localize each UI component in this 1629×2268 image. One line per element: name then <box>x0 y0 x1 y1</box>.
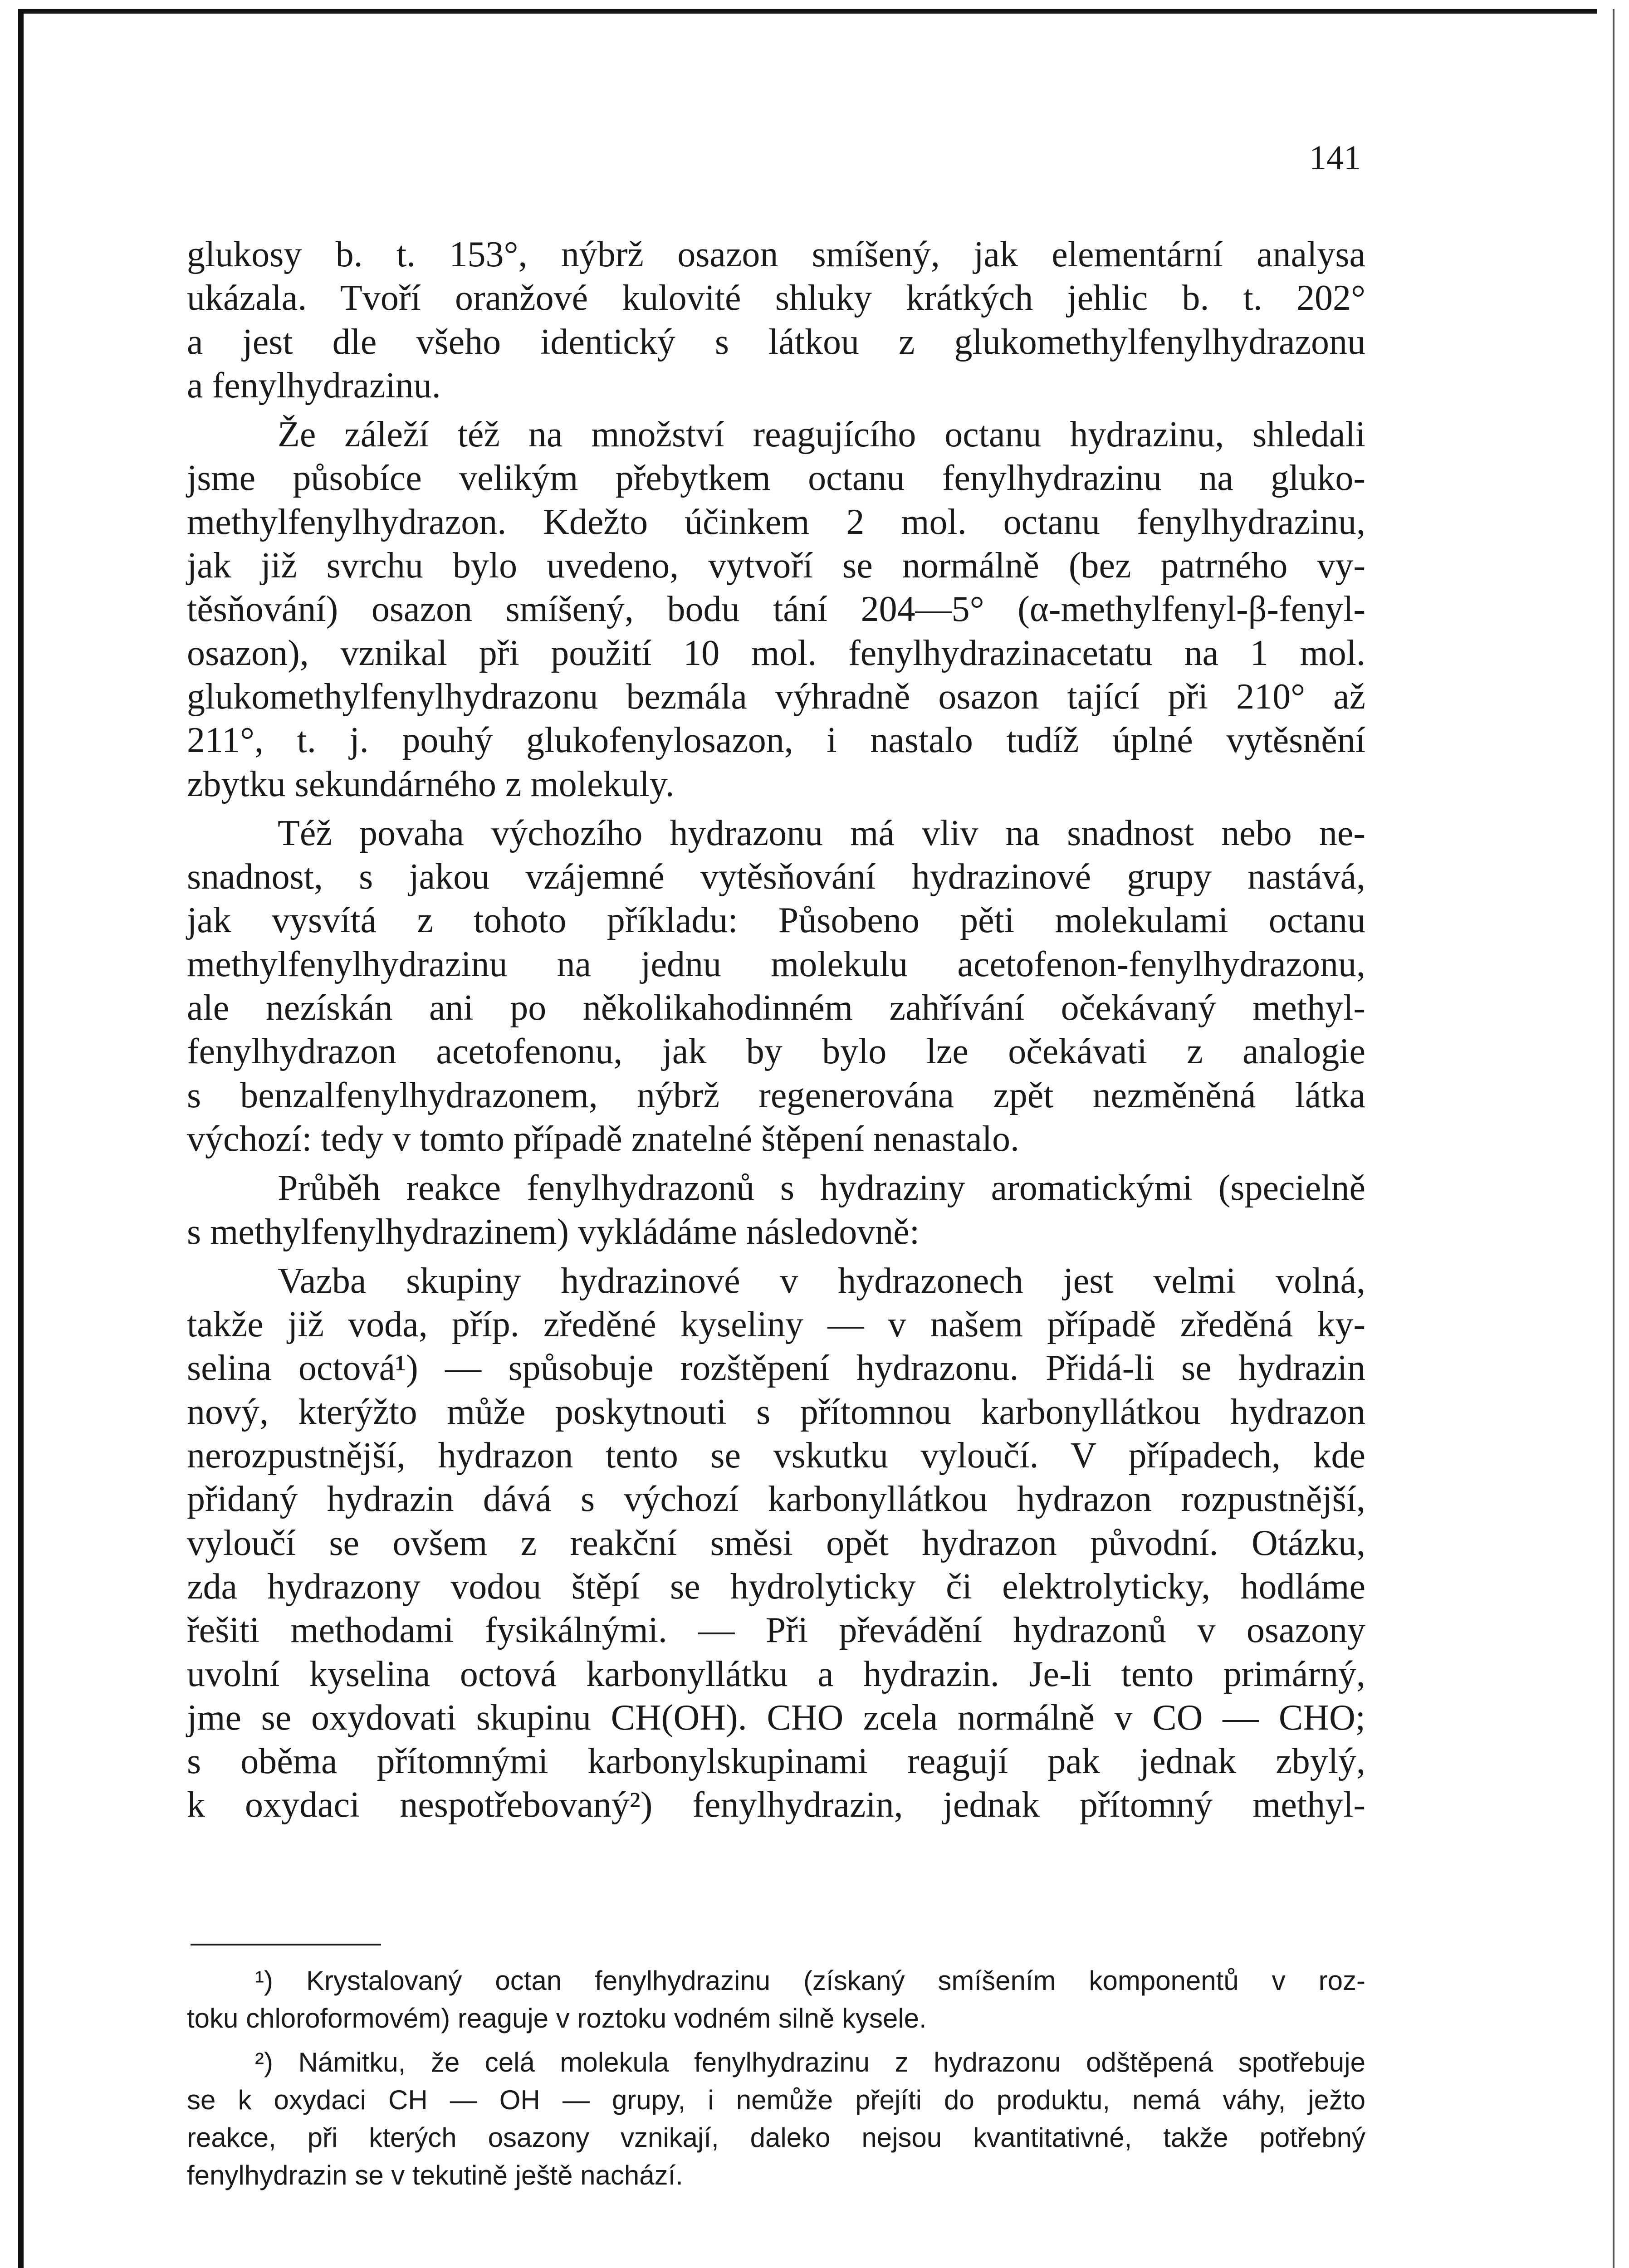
text-line: s benzalfenylhydrazonem, nýbrž regenerována zpět nezměněná látka <box>187 1075 1365 1115</box>
text-line: osazon), vznikal při použití 10 mol. fenylhydrazinacetatu na 1 mol. <box>187 633 1365 673</box>
text-line: k oxydaci nespotřebovaný²) fenylhydrazin, jednak přítomný methyl- <box>187 1785 1365 1825</box>
paragraph-1 <box>187 233 1365 407</box>
footnote-line: ²) Námitku, že celá molekula fenylhydrazinu z hydrazonu odštěpená spotřebuje <box>255 2047 1365 2077</box>
footnote-line: reakce, při kterých osazony vznikají, daleko nejsou kvantitativné, takže potřebný <box>187 2122 1365 2153</box>
paragraph-4 <box>187 1166 1365 1254</box>
text-line: jak již svrchu bylo uvedeno, vytvoří se normálně (bez patrného vy- <box>187 546 1365 586</box>
text-line: s methylfenylhydrazinem) vykládáme následovně: <box>187 1212 920 1252</box>
footnote-line: se k oxydaci CH — OH — grupy, i nemůže přejíti do produktu, nemá váhy, ježto <box>187 2085 1365 2115</box>
text-line: zbytku sekundárného z molekuly. <box>187 764 675 804</box>
text-line: glukosy b. t. 153°, nýbrž osazon smíšený, jak elementární analysa <box>187 235 1365 274</box>
footnote-line: toku chloroformovém) reaguje v roztoku vodném silně kysele. <box>187 2003 927 2033</box>
scan-border-right <box>1613 9 1614 2268</box>
paragraph-2 <box>187 413 1365 806</box>
text-line: vyloučí se ovšem z reakční směsi opět hydrazon původní. Otázku, <box>187 1523 1365 1563</box>
text-line: jak vysvítá z tohoto příkladu: Působeno pěti molekulami octanu <box>187 900 1365 941</box>
text-line: ale nezískán ani po několikahodinném zahřívání očekávaný methyl- <box>187 988 1365 1028</box>
text-line: Že záleží též na množství reagujícího octanu hydrazinu, shledali <box>278 415 1365 455</box>
footnote-2 <box>187 2043 1365 2194</box>
text-line: a jest dle všeho identický s látkou z glukomethylfenylhydrazonu <box>187 322 1365 362</box>
text-line: těsňování) osazon smíšený, bodu tání 204—5° (α-methylfenyl-β-fenyl- <box>187 589 1365 630</box>
body-text <box>187 233 1365 1833</box>
text-line: a fenylhydrazinu. <box>187 365 441 406</box>
text-line: ukázala. Tvoří oranžové kulovité shluky krátkých jehlic b. t. 202° <box>187 278 1365 318</box>
footnote-line: fenylhydrazin se v tekutině ještě nachází. <box>187 2160 683 2190</box>
text-line: fenylhydrazon acetofenonu, jak by bylo lze očekávati z analogie <box>187 1031 1365 1072</box>
text-line: řešiti methodami fysikálnými. — Při převádění hydrazonů v osazony <box>187 1610 1365 1651</box>
text-line: takže již voda, příp. zředěné kyseliny — v našem případě zředěná ky- <box>187 1305 1365 1345</box>
text-line: Vazba skupiny hydrazinové v hydrazonech jest velmi volná, <box>278 1261 1365 1301</box>
text-line: Též povaha výchozího hydrazonu má vliv na snadnost nebo ne- <box>278 813 1365 853</box>
page-number: 141 <box>1309 139 1361 177</box>
text-line: methylfenylhydrazinu na jednu molekulu acetofenon-fenylhydrazonu, <box>187 944 1365 984</box>
footnote-line: ¹) Krystalovaný octan fenylhydrazinu (získaný smíšením komponentů v roz- <box>255 1965 1365 1996</box>
text-line: uvolní kyselina octová karbonyllátku a hydrazin. Je-li tento primárný, <box>187 1654 1365 1694</box>
paragraph-5 <box>187 1259 1365 1827</box>
text-line: 211°, t. j. pouhý glukofenylosazon, i nastalo tudíž úplné vytěsnění <box>187 720 1365 761</box>
footnotes <box>187 1962 1365 2200</box>
scan-border-left <box>18 9 24 2268</box>
text-line: methylfenylhydrazon. Kdežto účinkem 2 mol. octanu fenylhydrazinu, <box>187 502 1365 542</box>
paragraph-3 <box>187 811 1365 1161</box>
text-line: s oběma přítomnými karbonylskupinami reagují pak jednak zbylý, <box>187 1741 1365 1782</box>
text-line: nový, kterýžto může poskytnouti s přítomnou karbonyllátkou hydrazon <box>187 1392 1365 1432</box>
text-line: nerozpustnější, hydrazon tento se vskutku vyloučí. V případech, kde <box>187 1436 1365 1476</box>
text-line: jsme působíce velikým přebytkem octanu fenylhydrazinu na gluko- <box>187 458 1365 499</box>
text-line: výchozí: tedy v tomto případě znatelné štěpení nenastalo. <box>187 1119 1019 1159</box>
footnote-divider <box>191 1944 381 1945</box>
text-line: glukomethylfenylhydrazonu bezmála výhradně osazon tající při 210° až <box>187 676 1365 717</box>
text-line: selina octová¹) — spůsobuje rozštěpení hydrazonu. Přidá-li se hydrazin <box>187 1348 1365 1388</box>
text-line: zda hydrazony vodou štěpí se hydrolyticky či elektrolyticky, hodláme <box>187 1566 1365 1607</box>
text-line: Průběh reakce fenylhydrazonů s hydraziny aromatickými (specielně <box>278 1168 1365 1208</box>
text-line: snadnost, s jakou vzájemné vytěsňování hydrazinové grupy nastává, <box>187 857 1365 897</box>
scan-border-top <box>18 9 1597 14</box>
text-line: přidaný hydrazin dává s výchozí karbonyllátkou hydrazon rozpustnější, <box>187 1479 1365 1520</box>
text-line: jme se oxydovati skupinu CH(OH). CHO zcela normálně v CO — CHO; <box>187 1697 1365 1738</box>
footnote-1 <box>187 1962 1365 2037</box>
